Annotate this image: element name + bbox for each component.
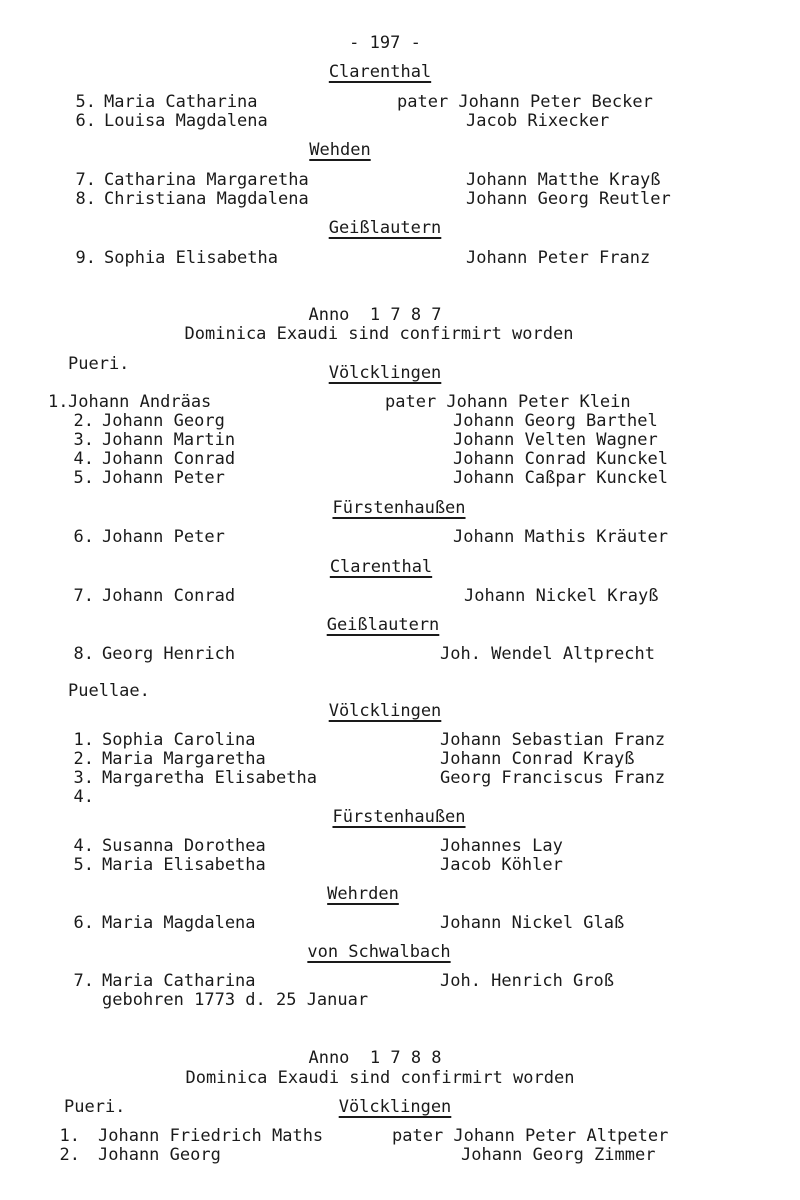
entry-number: 4. bbox=[73, 449, 94, 469]
entry-number: 7. bbox=[73, 586, 94, 606]
entry-name: Johann Peter bbox=[102, 468, 225, 488]
entry-number: 8. bbox=[73, 644, 94, 664]
entry-parent: pater Johann Peter Altpeter bbox=[392, 1126, 669, 1146]
entry-parent: Johann Georg Reutler bbox=[466, 189, 671, 209]
entry-parent: Jacob Rixecker bbox=[466, 111, 610, 131]
entry-parent: Johann Georg Barthel bbox=[453, 411, 658, 431]
entry-name: Johann Martin bbox=[102, 430, 236, 450]
entry-number: 5. bbox=[73, 468, 94, 488]
entry-number: 4. bbox=[73, 787, 94, 807]
entry-parent: Joh. Wendel Altprecht bbox=[440, 644, 655, 664]
entry-number: 2. bbox=[73, 411, 94, 431]
year-subtitle-1788: Dominica Exaudi sind confirmirt worden bbox=[185, 1068, 575, 1088]
entry-name: Johann Andräas bbox=[68, 392, 212, 412]
entry-parent: Johann Conrad Krayß bbox=[440, 749, 635, 769]
entry-name: Johann Conrad bbox=[102, 586, 236, 606]
entry-name: Maria Margaretha bbox=[102, 749, 266, 769]
entry-parent: Joh. Henrich Groß bbox=[440, 971, 614, 991]
entry-number: 5. bbox=[73, 855, 94, 875]
entry-parent: Johann Peter Franz bbox=[466, 248, 651, 268]
entry-parent: Johann Georg Zimmer bbox=[461, 1145, 656, 1165]
entry-number: 1. bbox=[48, 392, 69, 412]
entry-number: 1. bbox=[59, 1126, 80, 1146]
entry-number: 7. bbox=[75, 170, 96, 190]
entry-number: 8. bbox=[75, 189, 96, 209]
place-heading-wehrden: Wehrden bbox=[327, 884, 399, 904]
entry-name: Sophia Elisabetha bbox=[104, 248, 278, 268]
entry-number: 7. bbox=[73, 971, 94, 991]
year-heading-1787: Anno 1 7 8 7 bbox=[308, 305, 442, 325]
entry-name: Maria Elisabetha bbox=[102, 855, 266, 875]
entry-parent: pater Johann Peter Klein bbox=[385, 392, 631, 412]
place-heading-clarenthal: Clarenthal bbox=[328, 62, 432, 82]
entry-name: Susanna Dorothea bbox=[102, 836, 266, 856]
entry-name: Johann Peter bbox=[102, 527, 225, 547]
year-subtitle-1787: Dominica Exaudi sind confirmirt worden bbox=[184, 324, 574, 344]
entry-parent: Johann Conrad Kunckel bbox=[453, 449, 668, 469]
place-heading-fuerstenhaussen-girls: Fürstenhaußen bbox=[332, 807, 466, 827]
entry-parent: Jacob Köhler bbox=[440, 855, 563, 875]
birth-note: gebohren 1773 d. 25 Januar bbox=[102, 990, 369, 1010]
entry-name: Louisa Magdalena bbox=[104, 111, 268, 131]
entry-parent: Johann Caßpar Kunckel bbox=[453, 468, 668, 488]
entry-name: Maria Catharina bbox=[104, 92, 258, 112]
entry-name: Johann Georg bbox=[98, 1145, 221, 1165]
entry-number: 3. bbox=[73, 768, 94, 788]
entry-parent: Johann Nickel Glaß bbox=[440, 913, 625, 933]
place-heading-voelcklingen-girls: Völcklingen bbox=[328, 701, 442, 721]
entry-number: 1. bbox=[73, 730, 94, 750]
place-heading-geisslautern-1787: Geißlautern bbox=[326, 615, 440, 635]
entry-name: Christiana Magdalena bbox=[104, 189, 309, 209]
entry-name: Maria Catharina bbox=[102, 971, 256, 991]
place-heading-clarenthal-1787: Clarenthal bbox=[329, 557, 433, 577]
entry-parent: Johann Sebastian Franz bbox=[440, 730, 666, 750]
entry-name: Maria Magdalena bbox=[102, 913, 256, 933]
entry-number: 5. bbox=[75, 92, 96, 112]
place-heading-wehden: Wehden bbox=[309, 140, 371, 160]
page-number: - 197 - bbox=[349, 33, 421, 53]
entry-name: Margaretha Elisabetha bbox=[102, 768, 317, 788]
place-heading-fuerstenhaussen: Fürstenhaußen bbox=[332, 498, 466, 518]
puellae-label: Puellae. bbox=[68, 681, 150, 701]
entry-name: Catharina Margaretha bbox=[104, 170, 309, 190]
entry-parent: Johann Velten Wagner bbox=[453, 430, 658, 450]
pueri-label-1788: Pueri. bbox=[64, 1097, 126, 1117]
entry-name: Johann Georg bbox=[102, 411, 225, 431]
pueri-label: Pueri. bbox=[68, 354, 130, 374]
entry-name: Johann Friedrich Maths bbox=[98, 1126, 324, 1146]
entry-name: Sophia Carolina bbox=[102, 730, 256, 750]
place-heading-geisslautern: Geißlautern bbox=[328, 218, 442, 238]
place-heading-voelcklingen-1788: Völcklingen bbox=[338, 1097, 452, 1117]
entry-parent: Johannes Lay bbox=[440, 836, 563, 856]
entry-parent: Georg Franciscus Franz bbox=[440, 768, 666, 788]
entry-parent: Johann Mathis Kräuter bbox=[453, 527, 668, 547]
place-heading-schwalbach: von Schwalbach bbox=[307, 942, 451, 962]
entry-number: 6. bbox=[75, 111, 96, 131]
entry-name: Johann Conrad bbox=[102, 449, 236, 469]
entry-number: 6. bbox=[73, 913, 94, 933]
entry-number: 2. bbox=[73, 749, 94, 769]
year-heading-1788: Anno 1 7 8 8 bbox=[308, 1048, 442, 1068]
entry-number: 9. bbox=[75, 248, 96, 268]
entry-number: 4. bbox=[73, 836, 94, 856]
entry-parent: Johann Matthe Krayß bbox=[466, 170, 661, 190]
entry-name: Georg Henrich bbox=[102, 644, 236, 664]
entry-number: 6. bbox=[73, 527, 94, 547]
place-heading-voelcklingen: Völcklingen bbox=[328, 363, 442, 383]
entry-parent: Johann Nickel Krayß bbox=[464, 586, 659, 606]
entry-number: 3. bbox=[73, 430, 94, 450]
entry-number: 2. bbox=[59, 1145, 80, 1165]
entry-parent: pater Johann Peter Becker bbox=[397, 92, 653, 112]
